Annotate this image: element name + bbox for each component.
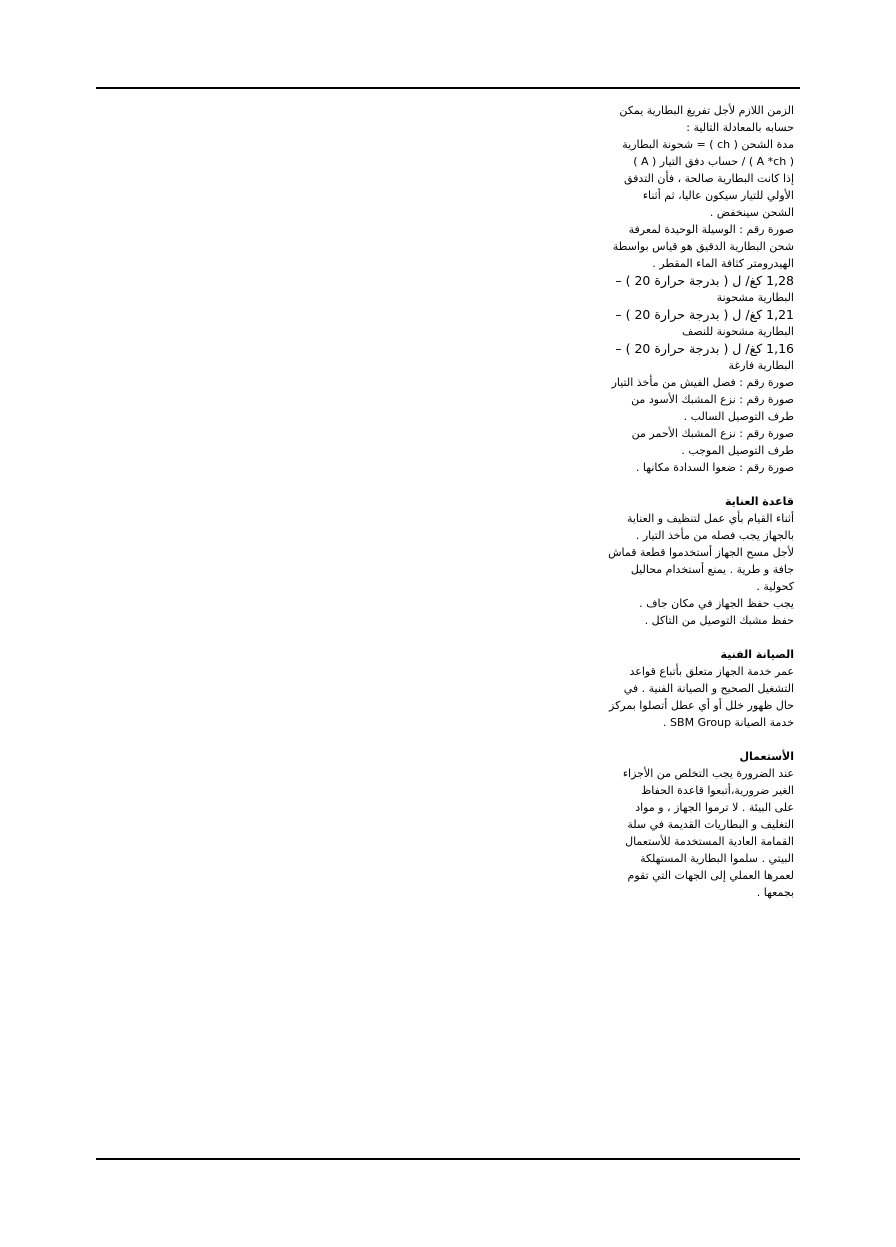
paragraph-line: طرف التوصيل السالب .	[683, 410, 794, 423]
paragraph-line: صورة رقم : الوسيلة الوحيدة لمعرفة	[628, 223, 794, 236]
section-heading-care: قاعدة العناية	[724, 495, 794, 508]
text-column	[594, 102, 794, 901]
header-rule	[96, 87, 800, 89]
paragraph-line: عند الضرورة يجب التخلص من الأجزاء	[622, 767, 794, 780]
paragraph-line: التشغيل الصحيح و الصيانة الفنية . في	[623, 682, 794, 695]
paragraph-line: على البيئة . لا ترموا الجهاز ، و مواد	[635, 801, 794, 814]
paragraph-line: جافة و طرية . يمنع أستخدام محاليل	[630, 563, 794, 576]
figure-caption: صورة رقم : ضعوا السدادة مكانها .	[635, 461, 794, 474]
paragraph-line: عمر خدمة الجهاز متعلق بأتباع قواعد	[629, 665, 794, 678]
paragraph-line: الغير ضرورية،أتبعوا قاعدة الحفاظ	[641, 784, 794, 797]
paragraph-line: طرف التوصيل الموجب .	[681, 444, 794, 457]
figure-caption: صورة رقم : نزع المشبك الأحمر من	[631, 427, 794, 440]
paragraph-line: القمامة العادية المستخدمة للأستعمال	[625, 835, 794, 848]
density-line: 1,21 كغ/ ل ( بدرجة حرارة 20 ) –	[615, 307, 794, 322]
paragraph-line: أثناء القيام بأي عمل لتنظيف و العناية	[626, 512, 794, 525]
paragraph-line: البطارية مشحونة	[716, 291, 794, 304]
paragraph-line: البطارية فارغة	[728, 359, 794, 372]
paragraph-line: يجب حفظ الجهاز في مكان جاف .	[639, 597, 794, 610]
figure-caption: صورة رقم : نزع المشبك الأسود من	[631, 393, 794, 406]
paragraph-line: كحولية .	[756, 580, 794, 593]
paragraph-line: لعمرها العملي إلى الجهات التي تقوم	[627, 869, 794, 882]
density-line: 1,28 كغ/ ل ( بدرجة حرارة 20 ) –	[615, 273, 794, 288]
section-heading-maintenance: الصيانة الفنية	[720, 648, 794, 661]
paragraph-line: ( A *ch ) / حساب دفق التيار ( A )	[633, 155, 794, 168]
paragraph-line: إذا كانت البطارية صالحة ، فأن التدفق	[623, 172, 794, 185]
paragraph-line: بجمعها .	[756, 886, 794, 899]
paragraph-line: حفظ مشبك التوصيل من التاكل .	[644, 614, 794, 627]
paragraph-line: حسابه بالمعادلة التالية :	[686, 121, 794, 134]
paragraph-line: خدمة الصيانة SBM Group .	[663, 716, 794, 729]
paragraph-line: لأجل مسح الجهاز أستخدموا قطعة قماش	[608, 546, 794, 559]
paragraph-line: الأولي للتيار سيكون عاليا، ثم أثناء	[642, 189, 794, 202]
paragraph-line: الشحن سينخفض .	[709, 206, 794, 219]
footer-rule	[96, 1158, 800, 1160]
section-heading-usage: الأستعمال	[739, 750, 794, 763]
figure-caption: صورة رقم : فصل الفيش من مأخذ التيار	[611, 376, 794, 389]
paragraph-line: حال ظهور خلل أو أي عطل أتصلوا بمركز	[609, 699, 794, 712]
paragraph-line: الهيدرومتر كثافة الماء المقطر .	[652, 257, 794, 270]
paragraph-line: الزمن اللازم لأجل تفريغ البطارية يمكن	[619, 104, 794, 117]
paragraph-line: البطارية مشحونة للنصف	[681, 325, 794, 338]
paragraph-line: شحن البطارية الدقيق هو قياس بواسطة	[612, 240, 794, 253]
paragraph-line: مدة الشحن ( ch ) = شحونة البطارية	[622, 138, 794, 151]
density-line: 1,16 كغ/ ل ( بدرجة حرارة 20 ) –	[615, 341, 794, 356]
paragraph-line: البيتي . سلموا البطارية المستهلكة	[640, 852, 794, 865]
paragraph-line: بالجهاز يجب فصله من مأخذ التيار .	[635, 529, 794, 542]
paragraph-line: التغليف و البطاريات القديمة في سلة	[627, 818, 794, 831]
